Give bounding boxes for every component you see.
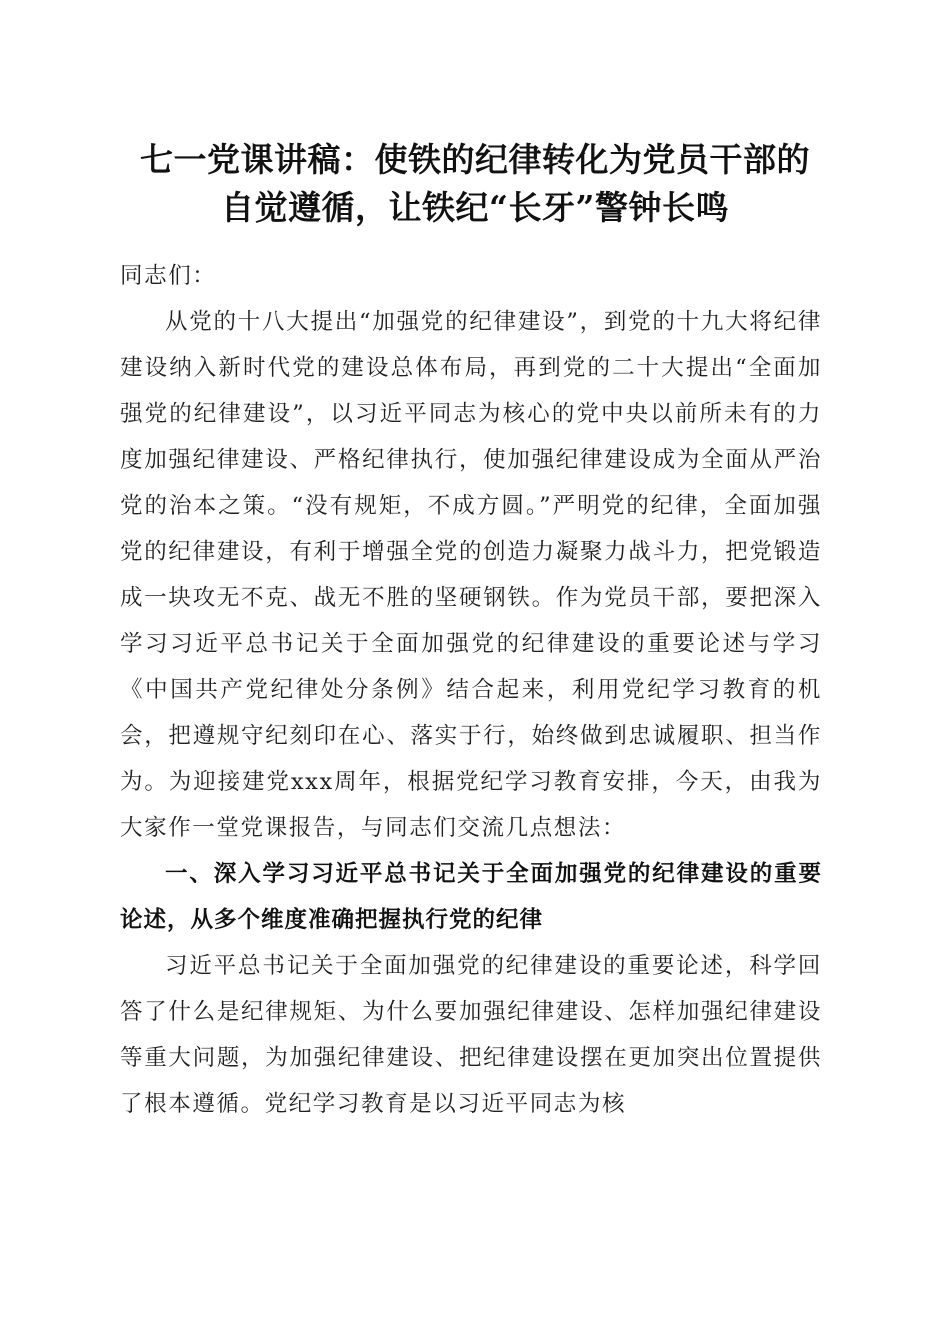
document-title [100,136,850,232]
salutation: 同志们： [120,263,217,289]
title-line-1: 七一党课讲稿：使铁的纪律转化为党员干部的 [140,140,810,179]
paragraph-section-1: 习近平总书记关于全面加强党的纪律建设的重要论述，科学回答了什么是纪律规矩、为什么要加强纪律建设、怎样加强纪律建设等重大问题，为加强纪律建设、把纪律建设摆在更加突出位置提供了根本遵循。党纪学习教育是以习近平同志为核 [120,953,822,1117]
document-body [120,253,822,1127]
title-line-2: 自觉遵循，让铁纪“长牙”警钟长鸣 [221,188,729,227]
section-heading-1: 一、深入学习习近平总书记关于全面加强党的纪律建设的重要论述，从多个维度准确把握执行党的纪律 [120,861,822,933]
paragraph-intro: 从党的十八大提出“加强党的纪律建设”，到党的十九大将纪律建设纳入新时代党的建设总体布局，再到党的二十大提出“全面加强党的纪律建设”，以习近平同志为核心的党中央以前所未有的力度加强纪律建设、严格纪律执行，使加强纪律建设成为全面从严治党的治本之策。“没有规矩，不成方圆。”严明党的纪律，全面加强党的纪律建设，有利于增强全党的创造力凝聚力战斗力，把党锻造成一块攻无不克、战无不胜的坚硬钢铁。作为党员干部，要把深入学习习近平总书记关于全面加强党的纪律建设的重要论述与学习《中国共产党纪律处分条例》结合起来，利用党纪学习教育的机会，把遵规守纪刻印在心、落实于行，始终做到忠诚履职、担当作为。为迎接建党xxx周年，根据党纪学习教育安排，今天，由我为大家作一堂党课报告，与同志们交流几点想法： [120,309,822,841]
